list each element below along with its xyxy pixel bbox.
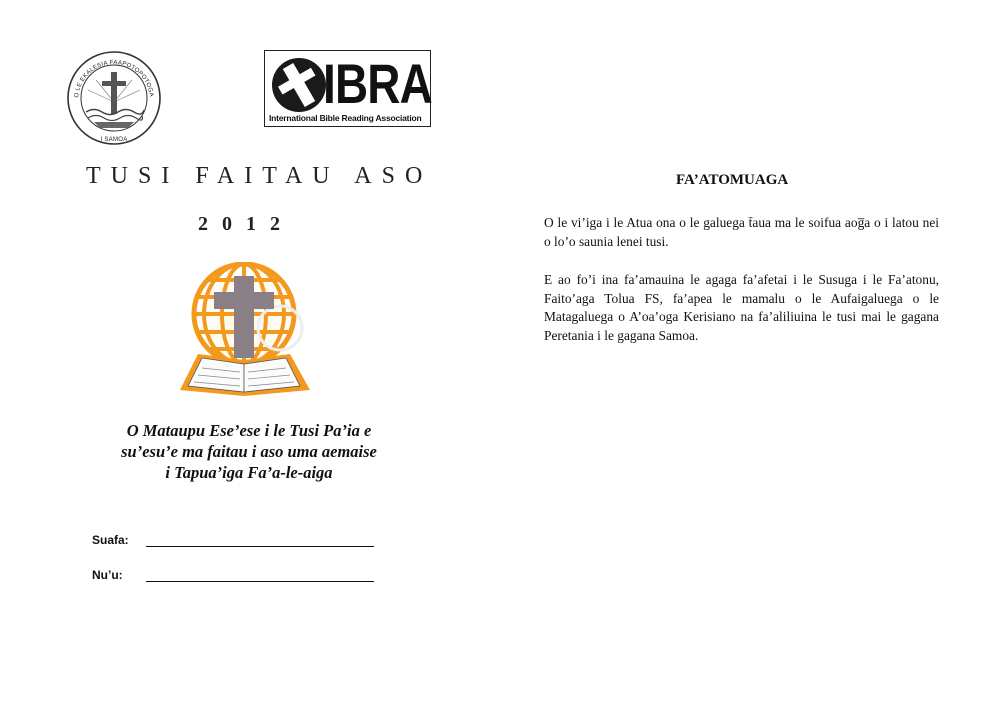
- seal-graphic: [66, 50, 162, 146]
- seal-bottom-text: I SAMOA: [100, 137, 128, 143]
- church-seal-logo: [66, 50, 162, 146]
- preface-paragraph-2: E ao fo’i ina fa’amauina le agaga fa’afetai i le Susuga i le Fa’atonu, Faito’aga Tolua FS, fa’apea le mamalu o le Aufaigaluega o le Matagaluega o A’oa’oga Kerisiano na fa’aliliuina le tusi mai le gagana Peretania i le gagana Samoa.: [544, 272, 939, 343]
- book-title: TUSI FAITAU ASO: [86, 163, 433, 189]
- village-field-label: Nu’u:: [92, 568, 123, 582]
- ibra-subtitle: International Bible Reading Association: [269, 113, 422, 123]
- seal-ring-text: O LE EKALESIA FAAPOTOPOTOGA: [74, 59, 154, 99]
- preface-paragraph-1: O le vi’iga i le Atua ona o le galuega t̄aua ma le soifua aog̅a o i latou nei o lo’o saunia lenei tusi.: [544, 215, 939, 249]
- name-field-label: Suafa:: [92, 533, 129, 547]
- globe-cross-bible-emblem: [172, 262, 322, 402]
- village-field-line[interactable]: [146, 581, 374, 582]
- tagline-line-2: su’esu’e ma faitau i aso uma aemaise: [121, 442, 377, 461]
- name-field-line[interactable]: [146, 546, 374, 547]
- tagline: [90, 420, 408, 483]
- ibra-wordmark: IBRA: [323, 52, 432, 115]
- book-year: 2012: [198, 213, 294, 235]
- village-field[interactable]: [92, 568, 382, 586]
- ibra-cross-icon: [271, 57, 327, 113]
- tagline-line-3: i Tapua’iga Fa’a-le-aiga: [165, 463, 333, 482]
- right-page: [496, 0, 992, 701]
- ibra-logo: [264, 50, 431, 127]
- emblem-graphic: [172, 262, 322, 402]
- tagline-line-1: O Mataupu Ese’ese i le Tusi Pa’ia e: [126, 421, 372, 440]
- name-field[interactable]: [92, 533, 382, 551]
- preface-heading: FA’ATOMUAGA: [676, 172, 789, 188]
